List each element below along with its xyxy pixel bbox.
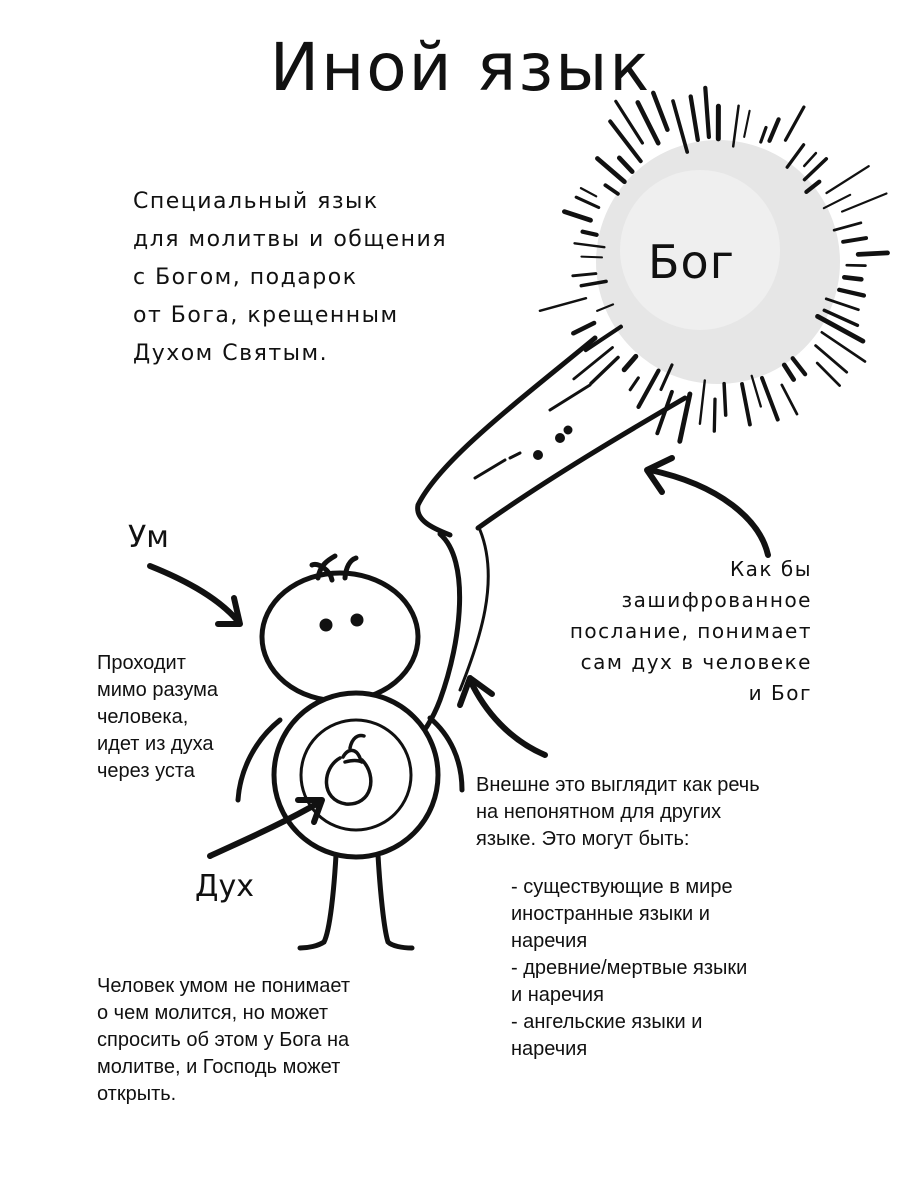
sun-ray [583,232,597,235]
sun-ray [714,399,715,431]
sun-ray [782,385,797,414]
mind-label: Ум [128,520,169,555]
sun-ray [793,358,805,374]
sun-ray [576,197,599,207]
sun-ray [761,128,766,143]
sun-ray [817,363,839,386]
sun-ray [843,238,866,242]
human-note-text: Человек умом не понимает о чем молится, но может спросить об этом у Бога на молитве, и Господь может открыть. [97,975,350,1105]
sun-ray [630,378,638,390]
sun-ray [573,323,594,333]
encrypted-message-text: Как бы зашифрованное послание, понимает сам дух в человеке и Бог [569,557,812,705]
sun-ray [624,356,636,369]
sun-ray [827,166,869,193]
sun-ray [816,346,847,373]
sun-ray [638,103,658,144]
sun-ray [784,365,793,380]
sun-ray [744,111,749,137]
sun-ray [564,212,590,221]
outward-appearance-text: Внешне это выглядит как речь на непонятном для других языке. Это могут быть: [476,774,760,850]
sun-ray [733,106,738,147]
sun-ray [581,257,602,258]
sun-ray [610,121,641,161]
sun-ray [824,195,850,208]
sun-ray [724,384,726,416]
sun-ray [858,253,887,255]
sun-ray [639,371,659,407]
sun-ray [762,378,778,420]
sun-ray [673,101,687,152]
page-title: Иной язык [269,29,652,106]
definition-text: Специальный язык для молитвы и общения с Богом, подарок от Бога, крещенным Духом Святым. [133,189,448,366]
sun-ray [786,107,804,140]
sun-ray [787,145,803,167]
sun-ray [844,277,861,279]
passes-mind-text: Проходит мимо разума человека, идет из духа через уста [97,652,218,782]
god-arrow [647,458,768,555]
sun-ray [839,290,864,296]
sun-ray [605,185,618,194]
sun-ray [804,153,816,166]
god-label: Бог [648,235,735,289]
examples-list: - существующие в мире иностранные языки и наречия - древние/мертвые языки и наречия - ангельские языки и наречия [511,876,748,1060]
sun-ray [818,316,863,341]
sun-ray [770,119,779,141]
sun-ray [619,158,632,172]
sun-ray [752,376,761,407]
sun-ray [742,384,750,425]
sun-ray [581,188,596,196]
sun-ray [834,223,861,230]
mind-arrow [150,566,240,624]
sun-ray [573,274,596,276]
sun-ray [700,380,705,423]
spirit-label: Дух [195,869,254,904]
